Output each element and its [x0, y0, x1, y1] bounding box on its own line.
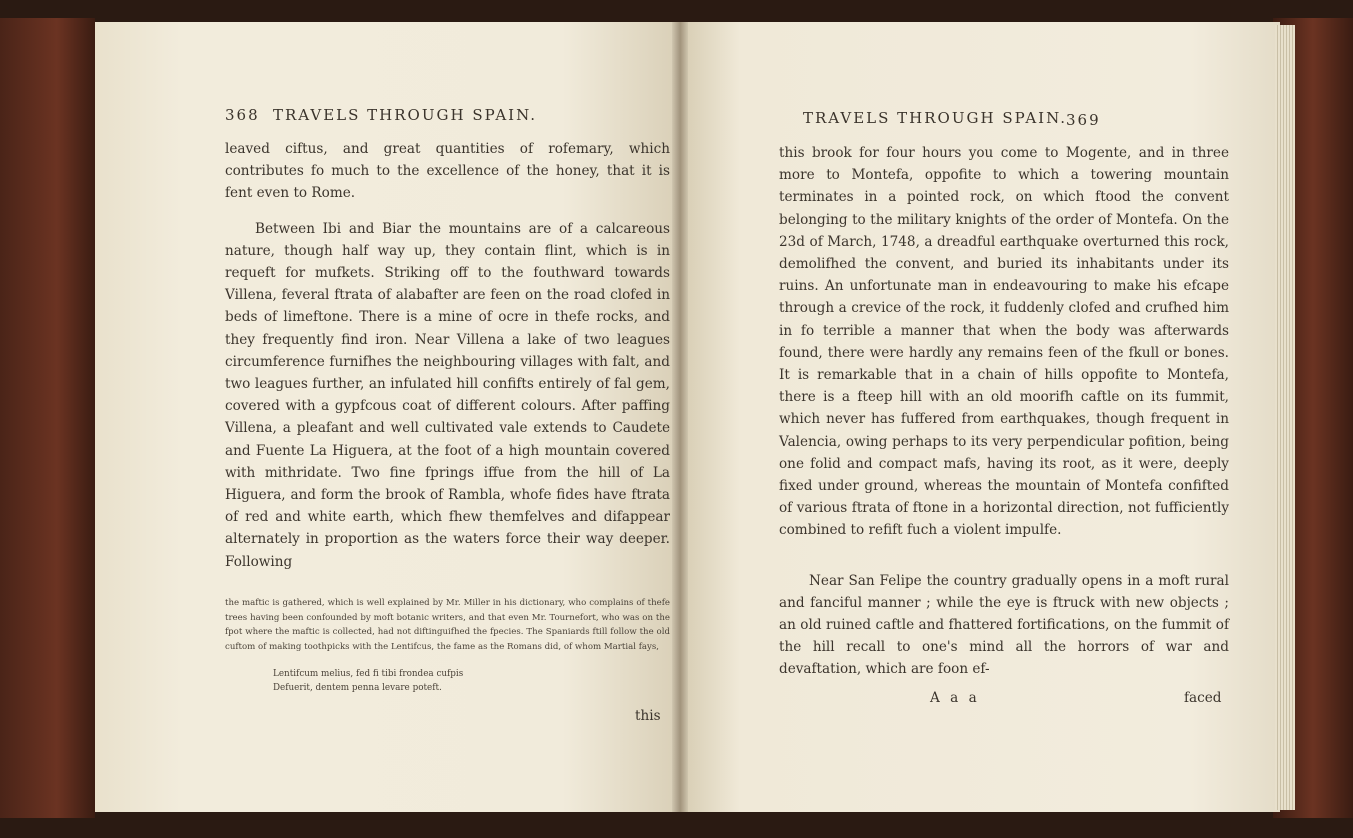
book-gutter: [672, 22, 688, 812]
right-page: [680, 22, 1280, 812]
footnote-verse: [273, 667, 653, 695]
left-paragraph-1: leaved ciftus, and great quantities of rofemary, which contributes fo much to the excellence of the honey, that it is fent even to Rome.: [225, 141, 670, 202]
left-footnote: [225, 596, 670, 654]
signature-mark: A a a: [930, 690, 980, 706]
verse-line-2: Defuerit, dentem penna levare poteft.: [273, 683, 442, 693]
page-edges: [1275, 25, 1295, 810]
right-catchword: faced: [1184, 690, 1222, 706]
left-paragraph-2: Between Ibi and Biar the mountains are of a calcareous nature, though half way up, they contain flint, which is in requeft for mufkets. Striking off to the fouthward towards Villena, feveral ftrata of alabafter are feen on the road clofed in beds of limeftone. There is a mine of ocre in thefe rocks, and they frequently find iron. Near Villena a lake of two leagues circumference furnifhes the neighbouring villages with falt, and two leagues further, an infulated hill confifts entirely of fal gem, covered with a gypfcous coat of different colours. After paffing Villena, a pleafant and well cultivated vale extends to Caudete and Fuente La Higuera, at the foot of a high mountain covered with mithridate. Two fine fprings iffue from the hill of La Higuera, and form the brook of Rambla, whofe fides have ftrata of red and white earth, which fhew themfelves and difappear alternately in proportion as the waters force their way deeper. Following: [225, 220, 670, 570]
right-page-number: 369: [1066, 111, 1101, 129]
right-body: [779, 142, 1229, 681]
right-running-head: TRAVELS THROUGH SPAIN.: [803, 109, 1068, 127]
footnote-text: the maftic is gathered, which is well explained by Mr. Miller in his dictionary, who complains of thefe trees having been confounded by moft botanic writers, and that even Mr. Tournefort, who was on the fpot where the maftic is collected, had not diftinguifhed the fpecies. The Spaniards ftill follow the old cuftom of making toothpicks with the Lentifcus, the fame as the Romans did, of whom Martial fays,: [225, 598, 670, 652]
left-cover: [0, 18, 95, 818]
left-running-head: TRAVELS THROUGH SPAIN.: [273, 106, 538, 124]
right-paragraph-2: Near San Felipe the country gradually opens in a moft rural and fanciful manner ; while the eye is ftruck with new objects ; an old ruined caftle and fhattered fortifications, on the fummit of the hill recall to one's mind all the horrors of war and devaftation, which are foon ef-: [779, 572, 1229, 678]
left-page-number: 368: [225, 106, 260, 124]
left-page: [95, 22, 680, 812]
left-body: [225, 138, 670, 573]
left-catchword: this: [635, 708, 661, 724]
verse-line-1: Lentifcum melius, fed fi tibi frondea cufpis: [273, 669, 464, 679]
right-paragraph-1: this brook for four hours you come to Mogente, and in three more to Montefa, oppofite to which a towering mountain terminates in a pointed rock, on which ftood the convent belonging to the military knights of the order of Montefa. On the 23d of March, 1748, a dreadful earthquake overturned this rock, demolifhed the convent, and buried its inhabitants under its ruins. An unfortunate man in endeavouring to make his efcape through a crevice of the rock, it fuddenly clofed and crufhed him in fo terrible a manner that when the body was afterwards found, there were hardly any remains feen of the fkull or bones. It is remarkable that in a chain of hills oppofite to Montefa, there is a fteep hill with an old moorifh caftle on its fummit, which never has fuffered from earthquakes, though frequent in Valencia, owing perhaps to its very perpendicular pofition, being one folid and compact mafs, having its root, as it were, deeply fixed under ground, whereas the mountain of Montefa confifted of various ftrata of ftone in a horizontal direction, not fufficiently combined to refift fuch a violent impulfe.: [779, 145, 1229, 539]
